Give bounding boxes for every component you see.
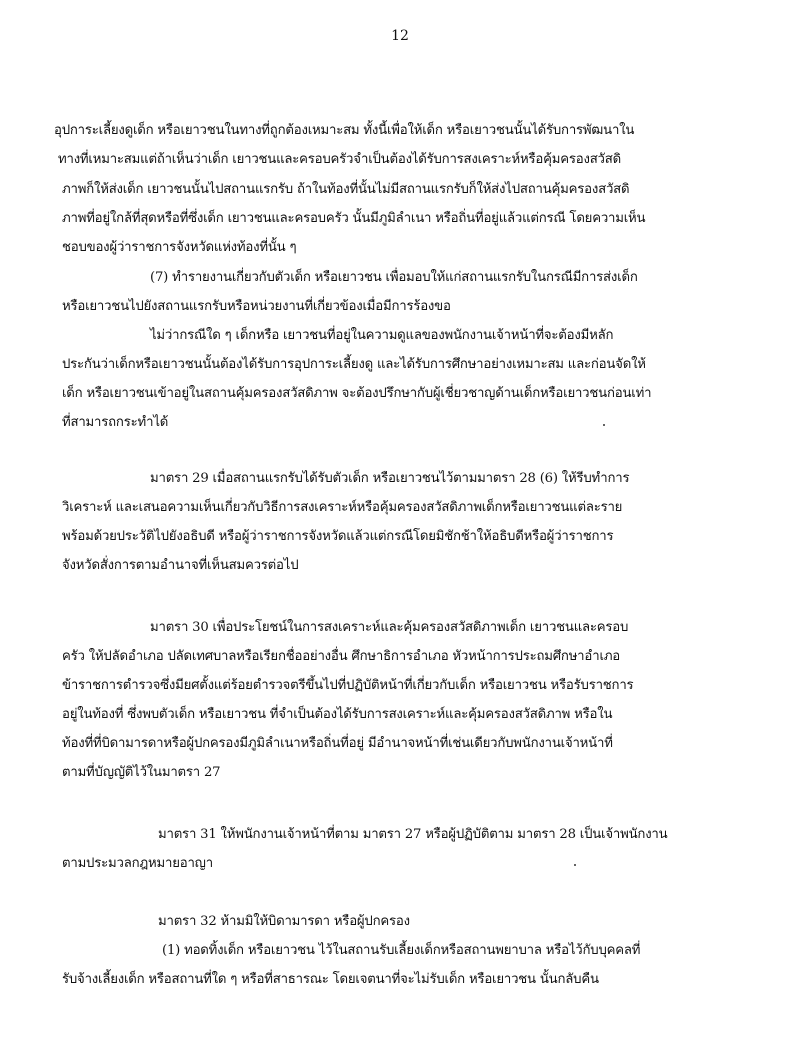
section-30-line: ตามที่บัญญัติไว้ในมาตรา 27 [62,765,221,780]
section-32-line: รับจ้างเลี้ยงเด็ก หรือสถานที่ใด ๆ หรือที่สาธารณะ โดยเจตนาที่จะไม่รับเด็ก หรือเยาวชน นั้นกลับคืน [62,972,599,987]
section-32-line: มาตรา 32 ห้ามมิให้บิดามารดา หรือผู้ปกครอง [158,914,410,929]
closing-line: เด็ก หรือเยาวชนเข้าอยู่ในสถานคุ้มครองสวัสดิภาพ จะต้องปรึกษากับผู้เชี่ยวชาญด้านเด็กหรือเยาวชนก่อนเท่า [62,386,652,401]
closing-line: ประกันว่าเด็กหรือเยาวชนนั้นต้องได้รับการอุปการะเลี้ยงดู และได้รับการศึกษาอย่างเหมาะสม และก่อนจัดให้ [62,357,646,372]
body-line: อุปการะเลี้ยงดูเด็ก หรือเยาวชนในทางที่ถูกต้องเหมาะสม ทั้งนี้เพื่อให้เด็ก หรือเยาวชนนั้นได้รับการพัฒนาใน [54,123,635,138]
body-line: ภาพที่อยู่ใกล้ที่สุดหรือที่ซึ่งเด็ก เยาวชนและครอบครัว นั้นมีภูมิลำเนา หรือถิ่นที่อยู่แล้วแต่กรณี โดยความเห็น [62,211,646,226]
body-line: ชอบของผู้ว่าราชการจังหวัดแห่งท้องที่นั้น ๆ [62,240,297,255]
section-29-line: วิเคราะห์ และเสนอความเห็นเกี่ยวกับวิธีการสงเคราะห์หรือคุ้มครองสวัสดิภาพเด็กหรือเยาวชนแต่ละราย [62,500,623,515]
section-31-line: ตามประมวลกฎหมายอาญา [62,856,213,871]
closing-line: ที่สามารถกระทำได้ [62,415,169,430]
section-32-line: (1) ทอดทิ้งเด็ก หรือเยาวชน ไว้ในสถานรับเลี้ยงเด็กหรือสถานพยาบาล หรือไว้กับบุคคลที่ [162,943,641,958]
body-line: ทางที่เหมาะสมแต่ถ้าเห็นว่าเด็ก เยาวชนและครอบครัวจำเป็นต้องได้รับการสงเคราะห์หรือคุ้มครองสวัสดิ [58,152,621,167]
section-30-line: ข้าราชการตำรวจซึ่งมียศตั้งแต่ร้อยตำรวจตรีขึ้นไปที่ปฏิบัติหน้าที่เกี่ยวกับเด็ก หรือเยาวชน หรือรับราชการ [62,678,634,693]
section-30-line: ท้องที่ที่บิดามารดาหรือผู้ปกครองมีภูมิลำเนาหรือถิ่นที่อยู่ มีอำนาจหน้าที่เช่นเดียวกับพนักงานเจ้าหน้าที่ [62,736,613,751]
section-30-line: ครัว ให้ปลัดอำเภอ ปลัดเทศบาลหรือเรียกชื่ออย่างอื่น ศึกษาธิการอำเภอ หัวหน้าการประถมศึกษาอำเภอ [62,649,621,664]
section-29-line: จังหวัดสั่งการตามอำนาจที่เห็นสมควรต่อไป [62,558,299,573]
closing-line: ไม่ว่ากรณีใด ๆ เด็กหรือ เยาวชนที่อยู่ในความดูแลของพนักงานเจ้าหน้าที่จะต้องมีหลัก [150,328,614,343]
scan-speck [603,424,605,426]
item-7-line: หรือเยาวชนไปยังสถานแรกรับหรือหน่วยงานที่เกี่ยวข้องเมื่อมีการร้องขอ [62,299,451,314]
body-line: ภาพก็ให้ส่งเด็ก เยาวชนนั้นไปสถานแรกรับ ถ้าในท้องที่นั้นไม่มีสถานแรกรับก็ให้ส่งไปสถานคุ้มครองสวัสดิ [62,182,630,197]
scan-speck [574,864,576,866]
page-number: 12 [391,28,409,44]
section-30-line: อยู่ในท้องที่ ซึ่งพบตัวเด็ก หรือเยาวชน ที่จำเป็นต้องได้รับการสงเคราะห์และคุ้มครองสวัสดิภาพ หรือใน [62,707,613,722]
section-29-line: พร้อมด้วยประวัติไปยังอธิบดี หรือผู้ว่าราชการจังหวัดแล้วแต่กรณีโดยมิชักช้าให้อธิบดีหรือผู้ว่าราชการ [62,529,614,544]
section-30-line: มาตรา 30 เพื่อประโยชน์ในการสงเคราะห์และคุ้มครองสวัสดิภาพเด็ก เยาวชนและครอบ [150,620,629,635]
section-29-line: มาตรา 29 เมื่อสถานแรกรับได้รับตัวเด็ก หรือเยาวชนไว้ตามมาตรา 28 (6) ให้รีบทำการ [150,471,630,486]
item-7-line: (7) ทำรายงานเกี่ยวกับตัวเด็ก หรือเยาวชน เพื่อมอบให้แก่สถานแรกรับในกรณีมีการส่งเด็ก [150,270,638,285]
section-31-line: มาตรา 31 ให้พนักงานเจ้าหน้าที่ตาม มาตรา 27 หรือผู้ปฏิบัติตาม มาตรา 28 เป็นเจ้าพนักงาน [158,827,668,842]
